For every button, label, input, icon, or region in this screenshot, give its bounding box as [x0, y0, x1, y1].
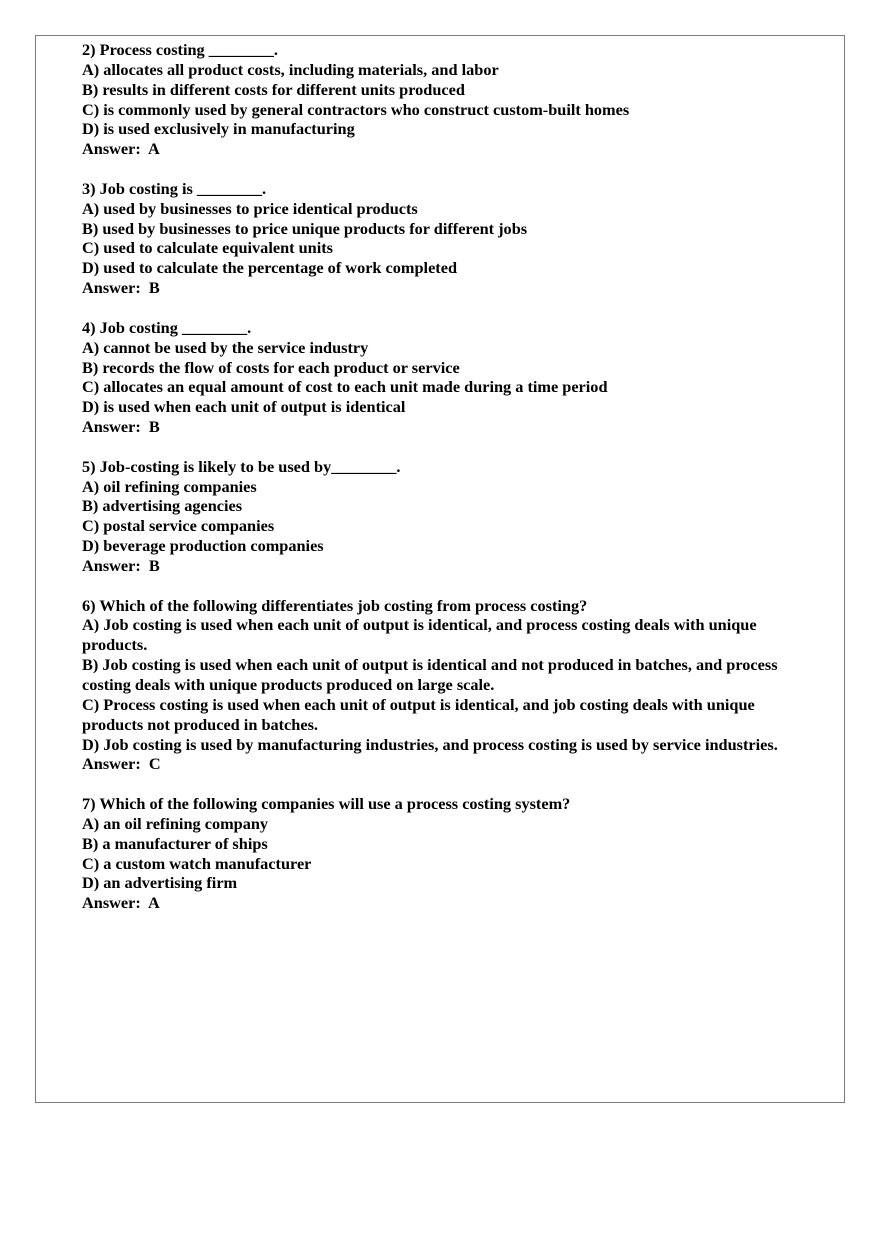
- option-a: A) oil refining companies: [82, 476, 257, 496]
- question-stem: 3) Job costing is ________.: [82, 178, 267, 198]
- option-d: D) used to calculate the percentage of work completed: [82, 258, 457, 278]
- question-3: [82, 179, 817, 298]
- option-b: B) records the flow of costs for each product or service: [82, 357, 460, 377]
- option-b: B) a manufacturer of ships: [82, 833, 268, 853]
- question-7: [82, 794, 817, 913]
- option-a: A) allocates all product costs, including materials, and labor: [82, 59, 499, 79]
- answer-line: Answer: B: [82, 555, 160, 575]
- option-d: D) is used exclusively in manufacturing: [82, 119, 355, 139]
- question-stem: 5) Job-costing is likely to be used by________.: [82, 456, 401, 476]
- option-c: C) is commonly used by general contractors who construct custom-built homes: [82, 99, 630, 119]
- question-stem: 4) Job costing ________.: [82, 317, 252, 337]
- option-c: C) used to calculate equivalent units: [82, 238, 334, 258]
- option-d: D) an advertising firm: [82, 873, 238, 893]
- answer-line: Answer: B: [82, 417, 160, 437]
- question-stem: 2) Process costing ________.: [82, 40, 278, 59]
- option-c: C) a custom watch manufacturer: [82, 853, 312, 873]
- answer-line: Answer: C: [82, 754, 161, 774]
- option-b: B) used by businesses to price unique products for different jobs: [82, 218, 528, 238]
- option-b: B) Job costing is used when each unit of output is identical and not produced in batches, and process costing deals with unique products produced on large scale.: [82, 655, 782, 694]
- answer-line: Answer: A: [82, 139, 160, 159]
- question-list: [82, 40, 817, 933]
- option-d: D) Job costing is used by manufacturing industries, and process costing is used by service industries.: [82, 734, 778, 754]
- option-a: A) cannot be used by the service industry: [82, 337, 369, 357]
- question-2: [82, 40, 817, 159]
- option-d: D) is used when each unit of output is identical: [82, 397, 406, 417]
- option-a: A) Job costing is used when each unit of output is identical, and process costing deals with unique products.: [82, 615, 761, 655]
- option-b: B) advertising agencies: [82, 496, 243, 516]
- option-a: A) an oil refining company: [82, 813, 269, 833]
- option-a: A) used by businesses to price identical products: [82, 198, 418, 218]
- question-4: [82, 318, 817, 437]
- question-stem: 7) Which of the following companies will use a process costing system?: [82, 794, 571, 814]
- question-stem: 6) Which of the following differentiates job costing from process costing?: [82, 595, 588, 615]
- answer-line: Answer: B: [82, 278, 160, 298]
- question-6: [82, 596, 817, 775]
- answer-line: Answer: A: [82, 893, 160, 913]
- option-d: D) beverage production companies: [82, 536, 324, 556]
- option-c: C) postal service companies: [82, 516, 275, 536]
- option-c: C) allocates an equal amount of cost to each unit made during a time period: [82, 377, 608, 397]
- option-c: C) Process costing is used when each unit of output is identical, and job costing deals with unique products not produced in batches.: [82, 694, 759, 734]
- option-b: B) results in different costs for different units produced: [82, 79, 465, 99]
- question-5: [82, 457, 817, 576]
